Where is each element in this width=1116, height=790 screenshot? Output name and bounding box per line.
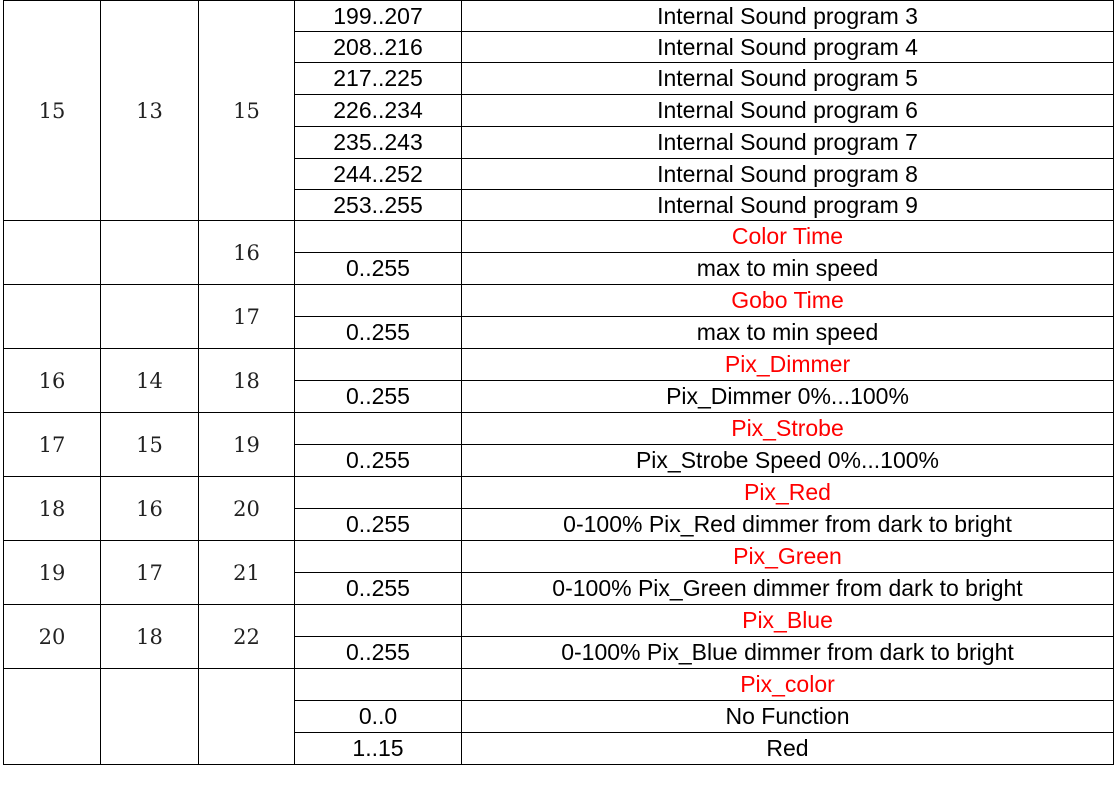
value-range	[295, 477, 462, 509]
function-description: max to min speed	[462, 317, 1114, 349]
value-range: 226..234	[295, 95, 462, 127]
value-range	[295, 221, 462, 253]
value-range: 0..0	[295, 701, 462, 733]
value-range	[295, 285, 462, 317]
channel-mode-b: 13	[101, 1, 199, 221]
function-description: 0-100% Pix_Green dimmer from dark to bright	[462, 573, 1114, 605]
function-description: Pix_Dimmer 0%...100%	[462, 381, 1114, 413]
channel-heading: Pix_Blue	[462, 605, 1114, 637]
value-range: 208..216	[295, 32, 462, 63]
channel-mode-a	[4, 221, 101, 285]
channel-mode-b	[101, 669, 199, 765]
channel-heading: Gobo Time	[462, 285, 1114, 317]
channel-mode-a: 17	[4, 413, 101, 477]
channel-mode-c: 16	[199, 221, 295, 285]
function-description: Internal Sound program 9	[462, 190, 1114, 221]
table-row	[4, 349, 1114, 381]
channel-mode-b: 17	[101, 541, 199, 605]
value-range: 217..225	[295, 63, 462, 95]
value-range: 0..255	[295, 445, 462, 477]
channel-mode-c	[199, 669, 295, 765]
channel-mode-b: 14	[101, 349, 199, 413]
value-range: 0..255	[295, 317, 462, 349]
channel-heading: Pix_Strobe	[462, 413, 1114, 445]
value-range	[295, 413, 462, 445]
channel-mode-c: 22	[199, 605, 295, 669]
table-row	[4, 605, 1114, 637]
channel-mode-a: 15	[4, 1, 101, 221]
channel-mode-a: 20	[4, 605, 101, 669]
function-description: Internal Sound program 5	[462, 63, 1114, 95]
value-range: 253..255	[295, 190, 462, 221]
function-description: Internal Sound program 7	[462, 127, 1114, 159]
function-description: Internal Sound program 8	[462, 159, 1114, 190]
table-row	[4, 285, 1114, 317]
table-row	[4, 669, 1114, 701]
value-range: 235..243	[295, 127, 462, 159]
table-row	[4, 1, 1114, 32]
channel-mode-c: 20	[199, 477, 295, 541]
function-description: 0-100% Pix_Red dimmer from dark to bright	[462, 509, 1114, 541]
channel-mode-a: 18	[4, 477, 101, 541]
channel-heading: Pix_color	[462, 669, 1114, 701]
value-range: 0..255	[295, 381, 462, 413]
table-row	[4, 541, 1114, 573]
function-description: Red	[462, 733, 1114, 765]
channel-mode-a	[4, 669, 101, 765]
function-description: Internal Sound program 4	[462, 32, 1114, 63]
channel-mode-b: 15	[101, 413, 199, 477]
function-description: 0-100% Pix_Blue dimmer from dark to bright	[462, 637, 1114, 669]
value-range	[295, 669, 462, 701]
channel-mode-a: 19	[4, 541, 101, 605]
table-row	[4, 477, 1114, 509]
channel-mode-a: 16	[4, 349, 101, 413]
value-range: 1..15	[295, 733, 462, 765]
channel-heading: Color Time	[462, 221, 1114, 253]
function-description: Internal Sound program 6	[462, 95, 1114, 127]
dmx-channel-table	[3, 0, 1114, 765]
value-range	[295, 605, 462, 637]
value-range: 0..255	[295, 509, 462, 541]
value-range: 0..255	[295, 573, 462, 605]
channel-mode-b: 18	[101, 605, 199, 669]
channel-mode-c: 18	[199, 349, 295, 413]
table-row	[4, 413, 1114, 445]
value-range: 244..252	[295, 159, 462, 190]
value-range	[295, 541, 462, 573]
function-description: Internal Sound program 3	[462, 1, 1114, 32]
channel-mode-b: 16	[101, 477, 199, 541]
value-range: 199..207	[295, 1, 462, 32]
channel-mode-c: 15	[199, 1, 295, 221]
channel-mode-c: 21	[199, 541, 295, 605]
function-description: max to min speed	[462, 253, 1114, 285]
channel-mode-c: 17	[199, 285, 295, 349]
function-description: No Function	[462, 701, 1114, 733]
function-description: Pix_Strobe Speed 0%...100%	[462, 445, 1114, 477]
channel-heading: Pix_Dimmer	[462, 349, 1114, 381]
channel-mode-b	[101, 221, 199, 285]
channel-mode-b	[101, 285, 199, 349]
value-range: 0..255	[295, 253, 462, 285]
channel-heading: Pix_Red	[462, 477, 1114, 509]
channel-heading: Pix_Green	[462, 541, 1114, 573]
table-row	[4, 221, 1114, 253]
channel-mode-c: 19	[199, 413, 295, 477]
channel-mode-a	[4, 285, 101, 349]
value-range: 0..255	[295, 637, 462, 669]
value-range	[295, 349, 462, 381]
